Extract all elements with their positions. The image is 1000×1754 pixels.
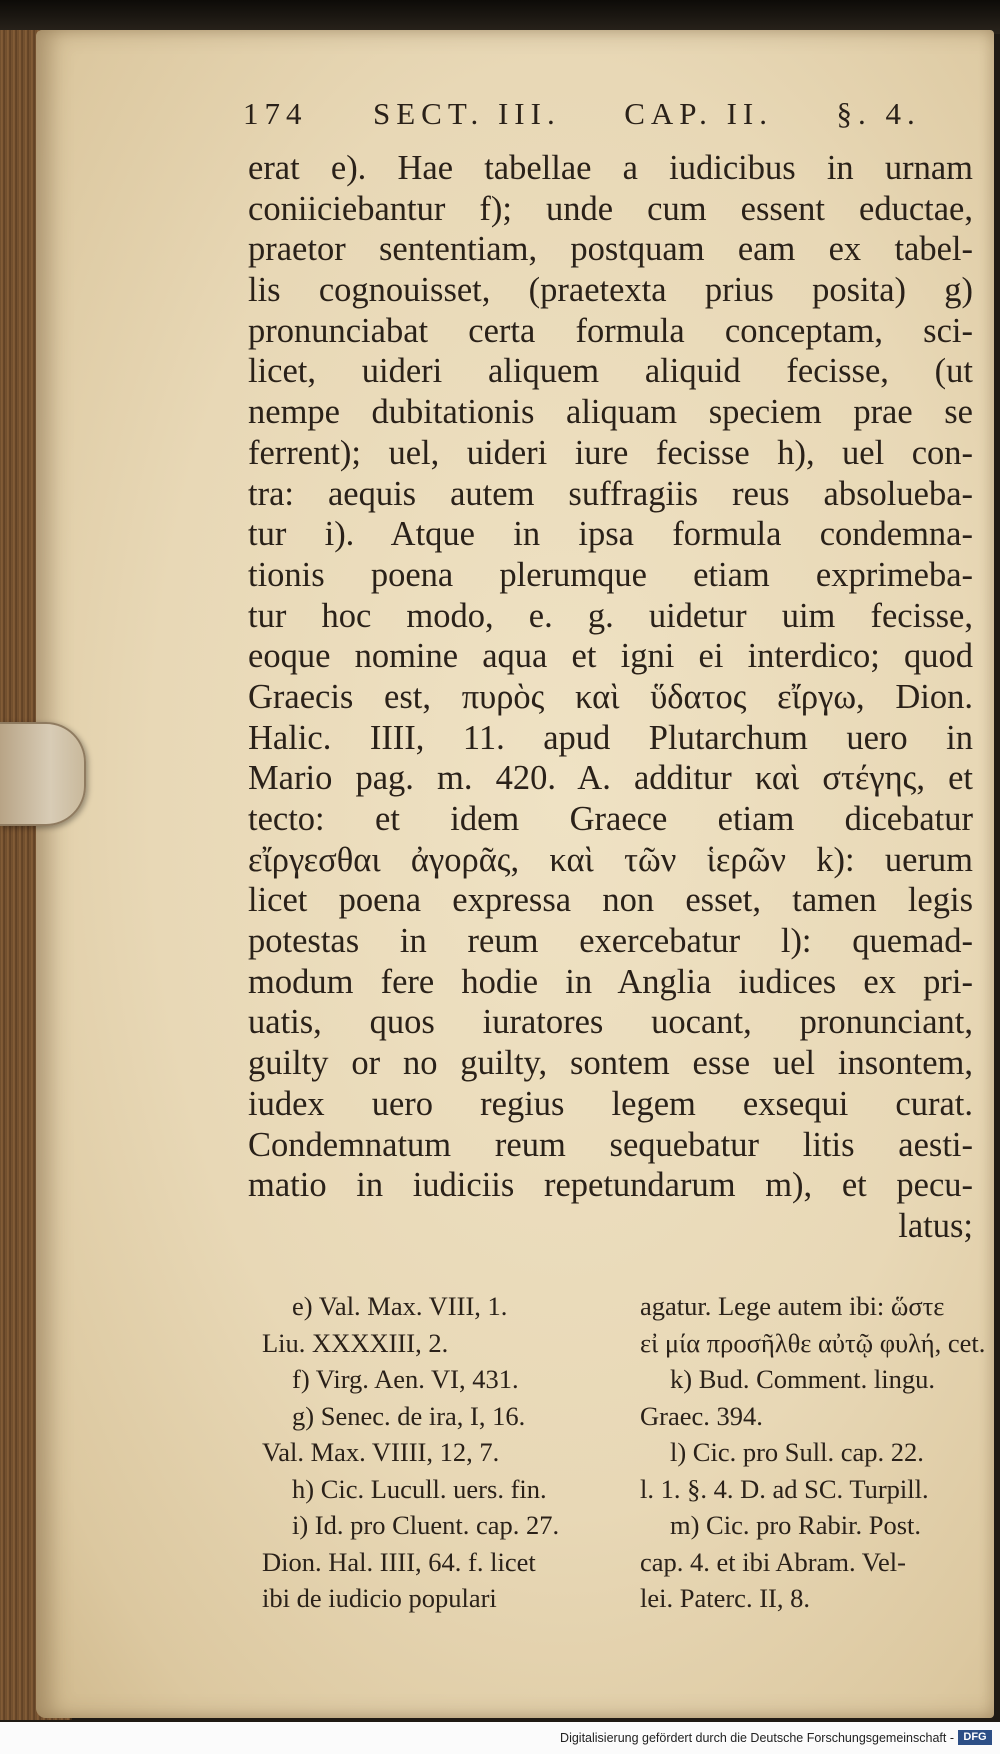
- footnote-line: lei. Paterc. II, 8.: [640, 1583, 810, 1613]
- footnotes-left-column: [262, 1288, 607, 1617]
- text-line: coniiciebantur f); unde cum essent eductae,: [248, 189, 973, 228]
- chapter-label: CAP. II.: [624, 96, 773, 131]
- section-label: SECT. III.: [373, 96, 561, 131]
- footnote-line: l) Cic. pro Sull. cap. 22.: [670, 1437, 924, 1467]
- text-line: licet poena expressa non esset, tamen legis: [248, 881, 973, 920]
- main-text: [248, 148, 973, 1247]
- text-line: potestas in reum exercebatur l): quemad-: [248, 922, 973, 961]
- digitization-footer: [0, 1722, 1000, 1754]
- running-header: [243, 96, 921, 136]
- scan-border-top: [0, 0, 1000, 34]
- footnotes-right-column: [640, 1288, 986, 1617]
- text-line: ferrent); uel, uideri iure fecisse h), uel con-: [248, 433, 973, 472]
- text-line: nempe dubitationis aliquam speciem prae se: [248, 393, 973, 432]
- text-line: tur hoc modo, e. g. uidetur uim fecisse,: [248, 596, 973, 635]
- text-line: matio in iudiciis repetundarum m), et pecu-: [248, 1166, 973, 1205]
- text-line: Graecis est, πυρὸς καὶ ὕδατος εἴργω, Dion.: [248, 677, 973, 716]
- text-line: lis cognouisset, (praetexta prius posita) g): [248, 271, 973, 310]
- page-number: 174: [243, 96, 308, 131]
- text-line: Halic. IIII, 11. apud Plutarchum uero in: [248, 718, 973, 757]
- text-line: pronunciabat certa formula conceptam, sci-: [248, 311, 973, 350]
- footnote-line: h) Cic. Lucull. uers. fin.: [292, 1473, 547, 1504]
- text-line: Mario pag. m. 420. A. additur καὶ στέγης, et: [248, 759, 973, 798]
- footnote-line: Graec. 394.: [640, 1400, 763, 1431]
- text-line: guilty or no guilty, sontem esse uel insontem,: [248, 1044, 973, 1083]
- footnote-line: f) Virg. Aen. VI, 431.: [292, 1364, 519, 1394]
- text-line: eoque nomine aqua et igni ei interdico; quod: [248, 637, 973, 676]
- text-line: erat e). Hae tabellae a iudicibus in urnam: [248, 149, 973, 187]
- dfg-logo: DFG: [958, 1730, 992, 1745]
- text-line: tra: aequis autem suffragiis reus absolueba-: [248, 474, 973, 513]
- text-line: tecto: et idem Graece etiam dicebatur: [248, 800, 973, 838]
- text-line: tur i). Atque in ipsa formula condemna-: [248, 515, 973, 554]
- footnote-line: g) Senec. de ira, I, 16.: [292, 1400, 526, 1431]
- text-line: Condemnatum reum sequebatur litis aesti-: [248, 1125, 973, 1164]
- paragraph-label: §. 4.: [836, 96, 921, 131]
- footnote-line: agatur. Lege autem ibi: ὥστε: [640, 1291, 945, 1321]
- footnote-line: ibi de iudicio populari: [262, 1583, 497, 1613]
- footnote-line: e) Val. Max. VIII, 1.: [292, 1291, 508, 1321]
- page-marker-tab: [0, 722, 86, 826]
- footnote-line: l. 1. §. 4. D. ad SC. Turpill.: [640, 1473, 929, 1504]
- text-line: iudex uero regius legem exsequi curat.: [248, 1084, 973, 1123]
- footnote-line: m) Cic. pro Rabir. Post.: [670, 1510, 922, 1540]
- text-line: licet, uideri aliquem aliquid fecisse, (ut: [248, 352, 973, 391]
- funding-credit: Digitalisierung gefördert durch die Deutsche Forschungsgemeinschaft -: [560, 1731, 954, 1745]
- footnote-line: εἰ μία προσῆλθε αὐτῷ φυλή, cet.: [640, 1327, 986, 1358]
- footnote-line: Val. Max. VIIII, 12, 7.: [262, 1437, 500, 1467]
- text-line: latus;: [898, 1206, 973, 1245]
- text-line: uatis, quos iuratores uocant, pronunciant,: [248, 1003, 973, 1042]
- text-line: modum fere hodie in Anglia iudices ex pri-: [248, 962, 973, 1001]
- text-line: praetor sententiam, postquam eam ex tabel-: [248, 230, 973, 269]
- footnote-line: Dion. Hal. IIII, 64. f. licet: [262, 1546, 536, 1577]
- footnote-line: i) Id. pro Cluent. cap. 27.: [292, 1510, 560, 1540]
- footnote-line: k) Bud. Comment. lingu.: [670, 1364, 935, 1394]
- footnote-line: Liu. XXXXIII, 2.: [262, 1327, 449, 1358]
- footnote-line: cap. 4. et ibi Abram. Vel-: [640, 1546, 906, 1577]
- text-line: εἴργεσθαι ἀγορᾶς, καὶ τῶν ἱερῶν k): uerum: [248, 840, 973, 879]
- text-line: tionis poena plerumque etiam exprimeba-: [248, 555, 973, 594]
